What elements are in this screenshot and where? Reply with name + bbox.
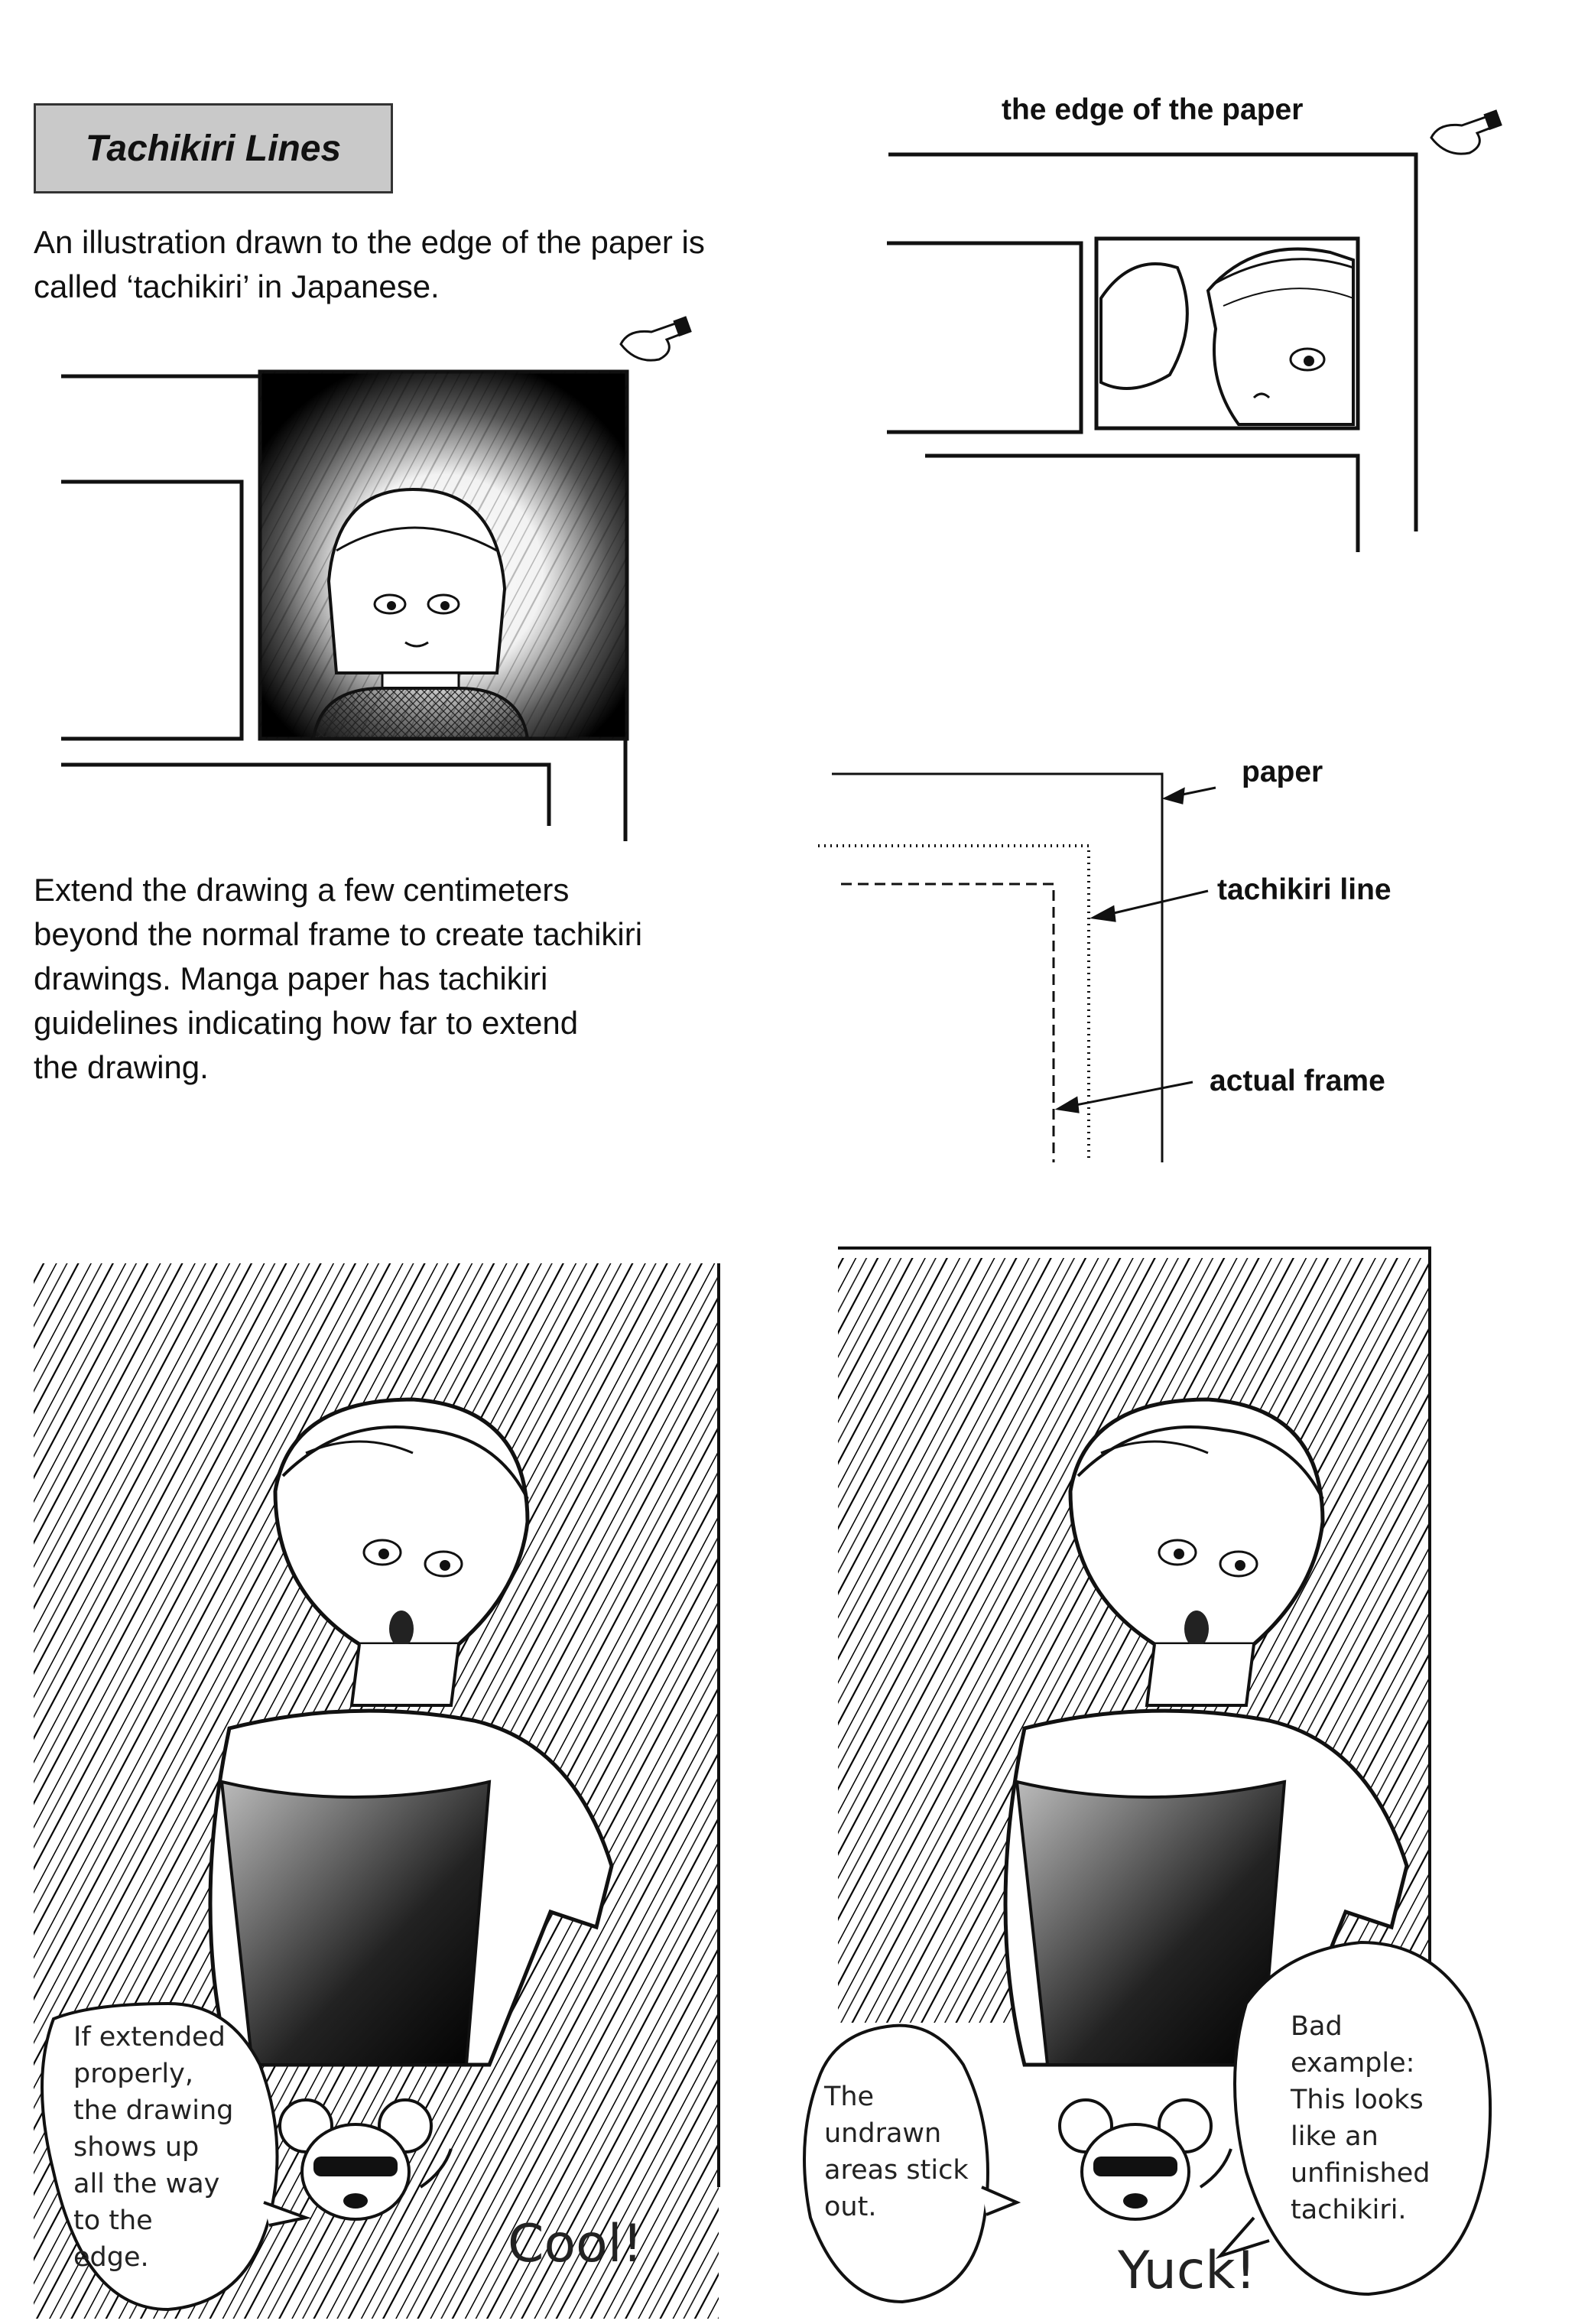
edge-boy-panel [1101, 249, 1353, 424]
yuck-sfx: Yuck! [1118, 2241, 1256, 2301]
bad-example-left-bubble-text: The undrawn areas stick out. [824, 2082, 969, 2222]
instructions-text: Extend the drawing a few centimeters beyond the normal frame to create tachikiri drawings. Manga paper has tachikiri guidelines indicating how far to extend the drawing. [34, 872, 643, 1085]
pointing-hand-icon [621, 316, 692, 360]
cool-sfx: Cool! [508, 2214, 643, 2274]
mouse-mascot [1060, 2100, 1231, 2219]
pointing-hand-icon [1431, 109, 1502, 154]
paper-line [832, 774, 1162, 1162]
tachikiri-girl-panel [260, 372, 627, 739]
bad-example-right-bubble-text: Bad example: This looks like an unfinished tachikiri. [1291, 2011, 1430, 2225]
tachikiri-guideline [818, 846, 1089, 1162]
intro-text: An illustration drawn to the edge of the paper is called ‘tachikiri’ in Japanese. [34, 224, 705, 304]
edge-of-paper-label: the edge of the paper [1002, 93, 1304, 126]
paper-label: paper [1242, 756, 1323, 788]
good-example-bubble-text: If extended properly, the drawing shows up all the way to the edge. [73, 2022, 234, 2273]
guideline-diagram [818, 774, 1216, 1162]
section-title-box [34, 103, 393, 193]
actual-frame-line [841, 884, 1054, 1162]
section-title: Tachikiri Lines [85, 128, 342, 169]
actual-frame-label: actual frame [1210, 1064, 1385, 1097]
tachikiri-line-label: tachikiri line [1217, 873, 1392, 906]
